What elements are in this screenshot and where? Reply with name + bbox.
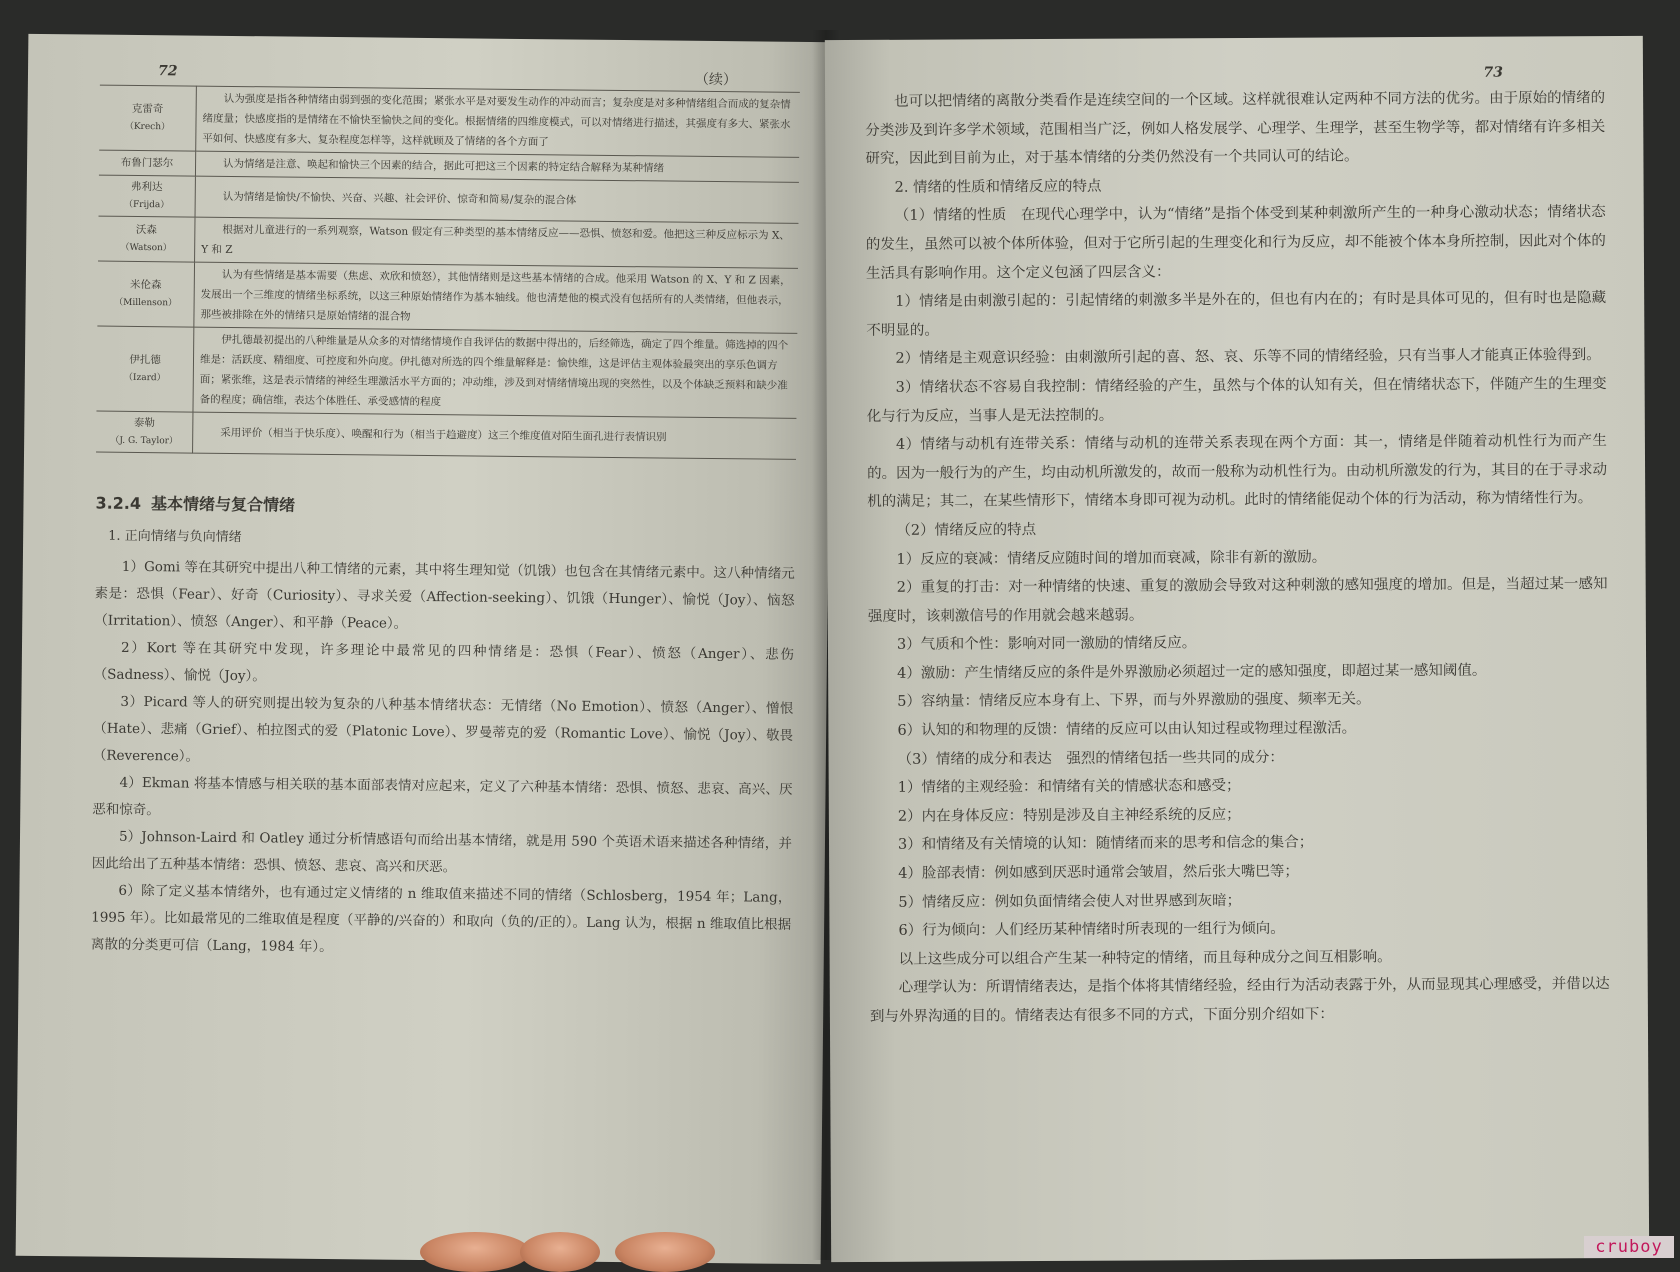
right-paragraph: 心理学认为：所谓情绪表达，是指个体将其情绪经验，经由行为活动表露于外，从而显现其心理感受，并借以达到与外界沟通的目的。情绪表达有很多不同的方式，下面分别介绍如下：: [869, 976, 1610, 1025]
finger-3: [615, 1232, 715, 1272]
right-paragraph: （1）情绪的性质 在现代心理学中，认为“情绪”是指个体受到某种刺激所产生的一种身心激动状态；情绪状态的发生，虽然可以被个体所体验，但对于它所引起的生理变化和行为反应，却不能被个体本身所控制，因此对个体的生活具有影响作用。这个定义包涵了四层含义：: [865, 204, 1606, 282]
theories-table: [96, 85, 800, 460]
theorist-latin-name: [105, 172, 189, 173]
right-paragraph: 以上这些成分可以组合产生某一种特定的情绪，而且每种成分之间互相影响。: [898, 949, 1392, 968]
right-paragraph: 6）行为倾向：人们经历某种情绪时所表现的一组行为倾向。: [898, 920, 1285, 939]
theory-description: 认为情绪是注意、唤起和愉快三个因素的结合，据此可把这三个因素的特定结合解释为某种情绪: [195, 151, 799, 182]
left-paragraph: 3）Picard 等人的研究则提出较为复杂的八种基本情绪状态：无情绪（No Emotion）、愤怒（Anger）、憎恨（Hate）、悲痛（Grief）、柏拉图式的爱（Platonic Love）、罗曼蒂克的爱（Romantic Love）、愉悦（Joy）、敬畏（Reverence）。: [92, 693, 794, 765]
table-row: [96, 411, 796, 459]
right-paragraph: 1）反应的衰减：情绪反应随时间的增加而衰减，除非有新的激励。: [896, 549, 1327, 568]
theorist-name-cell: [96, 411, 193, 453]
theorist-name: 弗利达: [131, 180, 163, 194]
page-number-left: 72: [157, 63, 178, 80]
theorist-latin-name: （Izard）: [123, 372, 166, 384]
section-title: 基本情绪与复合情绪: [150, 494, 296, 515]
left-paragraph: 1）Gomi 等在其研究中提出八种工情绪的元素，其中将生理知觉（饥饿）也包含在其情绪元素中。这八种情绪元素是：恐惧（Fear）、好奇（Curiosity）、寻求关爱（Affection-seeking）、饥饿（Hunger）、愉悦（Joy）、恼怒（Irritation）、愤怒（Anger）、和平静（Peace）。: [94, 558, 795, 632]
right-page-header: [865, 58, 1613, 88]
left-page: [16, 34, 834, 1264]
right-paragraph: （2）情绪反应的特点: [896, 521, 1037, 539]
right-paragraph: 2）情绪是主观意识经验：由刺激所引起的喜、怒、哀、乐等不同的情绪经验，只有当事人才能真正体验得到。: [895, 347, 1601, 368]
right-body-text: [865, 84, 1618, 1031]
table-row: [97, 261, 798, 333]
theory-description: 认为有些情绪是基本需要（焦虑、欢欣和愤怒），其他情绪则是这些基本情绪的合成。他采用 Watson 的 X、Y 和 Z 因素，发展出一个三维度的情绪坐标系统，以这三种原始情绪作为基本轴线。他也清楚他的模式没有包括所有的人类情绪，但他表示，那些被排除在外的情绪只是原始情绪的混合物: [194, 262, 798, 333]
left-paragraph: 6）除了定义基本情绪外，也有通过定义情绪的 n 维取值来描述不同的情绪（Schlosberg，1954 年；Lang，1995 年）。比如最常见的二维取值是程度（平静的/兴奋的）和取向（负的/正的）。Lang 认为，根据 n 维取值比根据离散的分类更可信（Lang，1984 年）。: [90, 882, 792, 956]
right-paragraph: 3）气质和个性：影响对同一激励的情绪反应。: [896, 635, 1197, 654]
right-paragraph: 1）情绪的主观经验：和情绪有关的情感状态和感受；: [897, 778, 1241, 797]
theorist-latin-name: （Millenson）: [114, 297, 178, 309]
table-row: [99, 85, 800, 157]
right-paragraph: 4）激励：产生情绪反应的条件是外界激励必须超过一定的感知强度，即超过某一感知阈值。: [897, 662, 1487, 682]
theorist-name-cell: [99, 175, 196, 217]
right-paragraph: 3）情绪状态不容易自我控制：情绪经验的产生，虽然与个体的认知有关，但在情绪状态下，伴随产生的生理变化与行为反应，当事人是无法控制的。: [866, 375, 1607, 425]
right-paragraph: （3）情绪的成分和表达 强烈的情绪包括一些共同的成分：: [897, 749, 1284, 768]
theory-description: 伊扎德最初提出的八种维量是从众多的对情绪情境作自我评估的数据中得出的，后经筛选，确定了四个维量。筛选掉的四个维是：活跃度、精细度、可控度和外向度。伊扎德对所选的四个维量解释是：愉快维，这是评估主观体验最突出的享乐色调方面；紧张维，这是表示情绪的神经生理激活水平方面的；冲动维，涉及到对情绪情境出现的突然性，以及个体缺乏预料和缺少准备的程度；确信维，表达个体胜任、承受感情的程度: [193, 327, 797, 418]
left-paragraph: 5）Johnson-Laird 和 Oatley 通过分析情感语句而给出基本情绪，就是用 590 个英语术语来描述各种情绪，并因此给出了五种基本情绪：恐惧、愤怒、悲哀、高兴和厌恶。: [91, 828, 793, 876]
table-row: [98, 216, 798, 268]
theory-description: 认为情绪是愉快/不愉快、兴奋、兴趣、社会评价、惊奇和简易/复杂的混合体: [195, 176, 799, 223]
theorist-name: 泰勒: [133, 416, 155, 430]
theorist-name-cell: [98, 216, 195, 262]
theory-description: 认为强度是指各种情绪由弱到强的变化范围；紧张水平是对要发生动作的冲动而言；复杂度是对多种情绪组合而成的复杂情绪度量；快感度指的是情绪在不愉快至愉快之间的变化。根据情绪的四维度模式，可以对情绪进行描述，其强度有多大、紧张水平如何、快感度有多大、复杂程度怎样等，这样就顾及了情绪的各个方面了: [196, 86, 800, 157]
left-body-text: [90, 554, 795, 966]
theory-description: 采用评价（相当于快乐度）、唤醒和行为（相当于趋避度）这三个维度值对陌生面孔进行表情识别: [193, 412, 797, 459]
right-paragraph: 1）情绪是由刺激引起的：引起情绪的刺激多半是外在的，但也有内在的；有时是具体可见的，但有时也是隐藏不明显的。: [866, 290, 1607, 339]
right-paragraph: 也可以把情绪的离散分类看作是连续空间的一个区域。这样就很难认定两种不同方法的优劣。由于原始的情绪的分类涉及到许多学术领域，范围相当广泛，例如人格发展学、心理学、生理学，甚至生物学等，都对情绪有许多相关研究，因此到目前为止，对于基本情绪的分类仍然没有一个共同认可的结论。: [865, 90, 1606, 168]
page-number-right: 73: [1483, 64, 1504, 81]
theorist-name: 克雷奇: [131, 102, 164, 116]
right-paragraph: 4）情绪与动机有连带关系：情绪与动机的连带关系表现在两个方面：其一，情绪是伴随着动机性行为而产生的。因为一般行为的产生，均由动机所激发的，故而一般称为动机性行为。由动机所激发的行为，其目的在于寻求动机的满足；其二，在某些情形下，情绪本身即可视为动机。此时的情绪能促动个体的行为活动，称为情绪性行为。: [867, 433, 1608, 511]
watermark: cruboy: [1584, 1236, 1674, 1258]
theorist-name: 米伦森: [129, 278, 162, 292]
continued-label: （续）: [694, 71, 738, 89]
left-paragraph: 2）Kort 等在其研究中发现，许多理论中最常见的四种情绪是：恐惧（Fear）、愤怒（Anger）、悲伤（Sadness）、愉悦（Joy）。: [93, 639, 795, 685]
theorist-name: 伊扎德: [129, 353, 161, 367]
table-row: [99, 175, 799, 223]
right-page: [825, 36, 1649, 1262]
theorist-name-cell: [97, 261, 194, 327]
theory-description: 根据对儿童进行的一系列观察，Watson 假定有三种类型的基本情绪反应——恐惧、愤怒和爱。他把这三种反应标示为 X、Y 和 Z: [195, 217, 799, 268]
finger-2: [520, 1232, 600, 1272]
theorist-name: 布鲁门瑟尔: [120, 156, 174, 170]
theorist-name-cell: [99, 150, 196, 176]
right-paragraph: 5）容纳量：情绪反应本身有上、下界，而与外界激励的强度、频率无关。: [897, 691, 1371, 711]
right-paragraph: 3）和情绪及有关情境的认知：随情绪而来的思考和信念的集合；: [897, 835, 1314, 854]
theorist-latin-name: （Watson）: [120, 242, 172, 254]
left-paragraph: 4）Ekman 将基本情感与相关联的基本面部表情对应起来，定义了六种基本情绪：恐惧、愤怒、悲哀、高兴、厌恶和惊奇。: [92, 774, 793, 819]
finger-1: [420, 1232, 530, 1272]
theorist-latin-name: （Krech）: [124, 121, 171, 133]
section-number: 3.2.4: [95, 493, 142, 514]
right-paragraph: 4）脸部表情：例如感到厌恶时通常会皱眉，然后张大嘴巴等；: [898, 863, 1299, 882]
right-paragraph: 2）内在身体反应：特别是涉及自主神经系统的反应；: [897, 806, 1241, 825]
theorist-name-cell: [99, 85, 196, 151]
right-paragraph: 6）认知的和物理的反馈：情绪的反应可以由认知过程或物理过程激活。: [897, 720, 1357, 739]
theorist-latin-name: （Frijda）: [123, 199, 170, 211]
theorist-latin-name: （J. G. Taylor）: [110, 435, 178, 447]
right-paragraph: 2. 情绪的性质和情绪反应的特点: [894, 178, 1102, 196]
section-heading: [95, 491, 792, 521]
right-paragraph: 2）重复的打击：对一种情绪的快速、重复的激励会导致对这种刺激的感知强度的增加。但是，当超过某一感知强度时，该刺激信号的作用就会越来越弱。: [867, 576, 1608, 625]
right-paragraph: 5）情绪反应：例如负面情绪会使人对世界感到灰暗；: [898, 892, 1242, 911]
subsection-heading: 1. 正向情绪与负向情绪: [108, 528, 242, 546]
theorist-name-cell: [96, 326, 193, 412]
table-row: [96, 326, 797, 418]
theorist-name: 沃森: [135, 223, 157, 237]
